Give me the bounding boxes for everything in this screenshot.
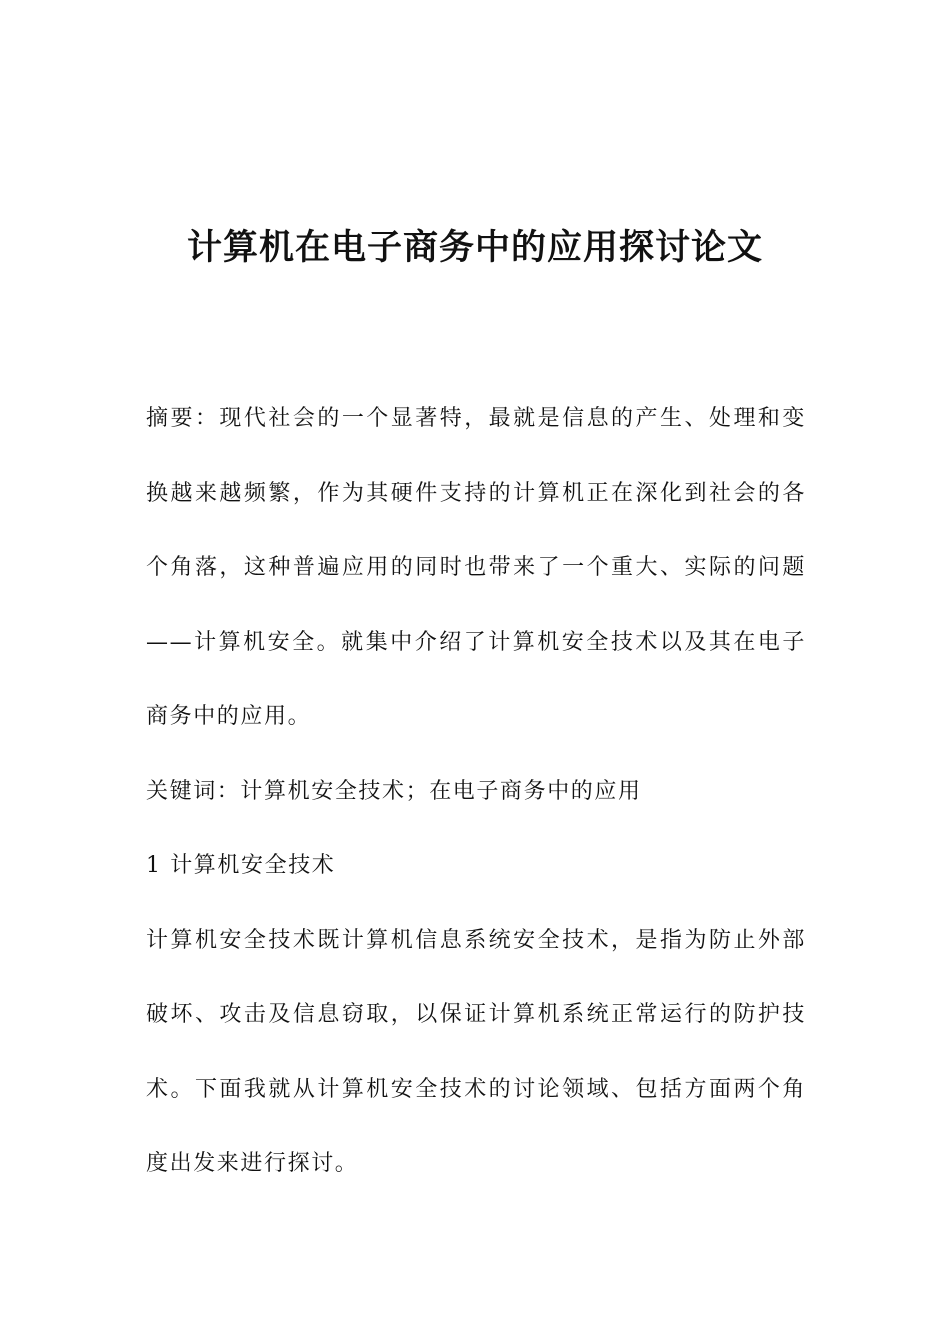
document-body xyxy=(146,382,806,1202)
section-heading: 1 计算机安全技术 xyxy=(146,853,336,878)
abstract-paragraph: 摘要：现代社会的一个显著特，最就是信息的产生、处理和变换越来越频繁，作为其硬件支持的计算机正在深化到社会的各个角落，这种普遍应用的同时也带来了一个重大、实际的问题——计算机安全。就集中介绍了计算机安全技术以及其在电子商务中的应用。 xyxy=(146,406,806,729)
body-paragraph: 计算机安全技术既计算机信息系统安全技术，是指为防止外部破坏、攻击及信息窃取，以保证计算机系统正常运行的防护技术。下面我就从计算机安全技术的讨论领域、包括方面两个角度出发来进行探讨。 xyxy=(146,927,806,1176)
keywords-paragraph: 关键词：计算机安全技术；在电子商务中的应用 xyxy=(146,778,642,804)
document-title: 计算机在电子商务中的应用探讨论文 xyxy=(186,228,763,268)
